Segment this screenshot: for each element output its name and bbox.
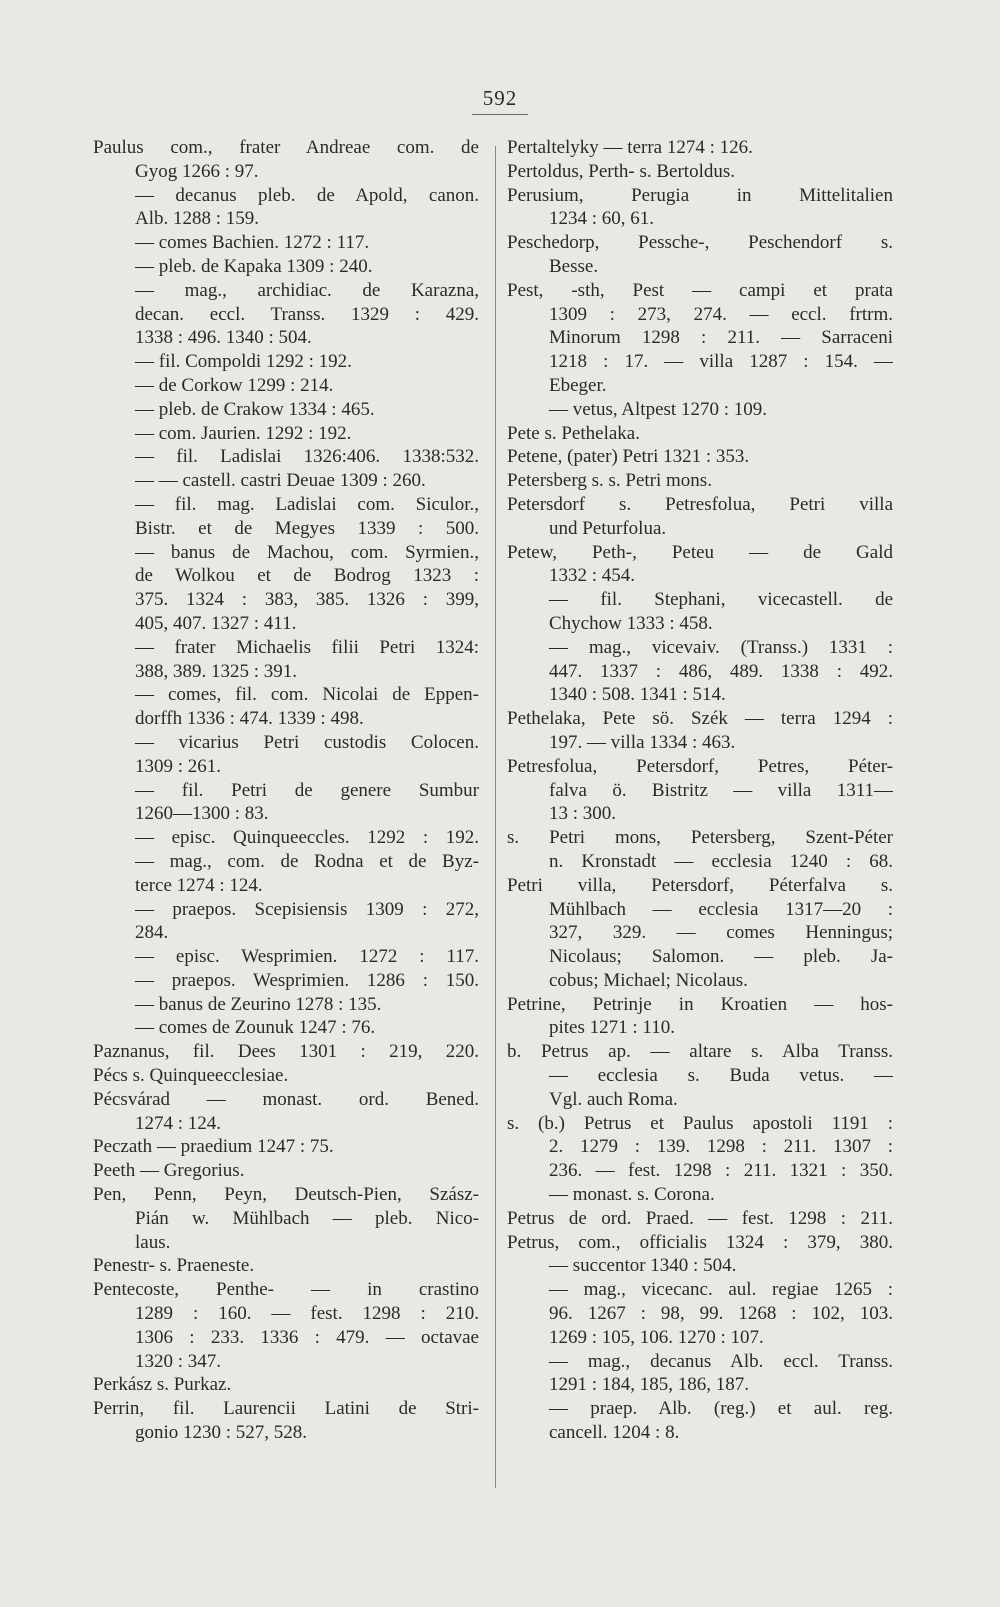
index-line: cancell. 1204 : 8. [549,1422,680,1444]
index-line: — episc. Wesprimien. 1272 : 117. [135,946,479,968]
index-line: Bistr. et de Megyes 1339 : 500. [135,517,479,539]
index-line: 388, 389. 1325 : 391. [135,660,298,682]
index-line: Pécs s. Quinqueecclesiae. [93,1065,289,1087]
index-line: 1218 : 17. — villa 1287 : 154. — [549,351,893,373]
index-line: Petrine, Petrinje in Kroatien — hos- [507,993,893,1015]
index-line: Pécsvárad — monast. ord. Bened. [93,1088,479,1110]
index-line: — vetus, Altpest 1270 : 109. [549,398,767,420]
index-line: b. Petrus ap. — altare s. Alba Transs. [507,1041,893,1063]
index-line: — frater Michaelis filii Petri 1324: [135,636,479,658]
index-line: — succentor 1340 : 504. [549,1255,737,1277]
index-line: decan. eccl. Transs. 1329 : 429. [135,303,479,325]
index-line: gonio 1230 : 527, 528. [135,1422,308,1444]
index-line: Peeth — Gregorius. [93,1160,245,1182]
index-line: Pertaltelyky — terra 1274 : 126. [507,137,753,158]
index-line: Peczath — praedium 1247 : 75. [93,1136,334,1158]
index-line: — praepos. Wesprimien. 1286 : 150. [135,969,479,991]
index-line: pites 1271 : 110. [549,1017,675,1039]
index-line: Perrin, fil. Laurencii Latini de Stri- [93,1398,479,1420]
index-line: Pest, -sth, Pest — campi et prata [507,279,893,301]
index-line: Pentecoste, Penthe- — in crastino [93,1279,479,1301]
index-line: — comes Bachien. 1272 : 117. [135,232,370,254]
index-line: — banus de Zeurino 1278 : 135. [135,993,382,1015]
index-line: — fil. Stephani, vicecastell. de [549,589,893,611]
index-line: 197. — villa 1334 : 463. [549,731,736,753]
column-divider [495,146,496,1488]
index-line: — banus de Machou, com. Syrmien., [135,541,479,563]
index-line: — fil. Petri de genere Sumbur [135,779,479,801]
index-line: s. Petri mons, Petersberg, Szent-Péter [507,827,893,849]
index-line: 447. 1337 : 486, 489. 1338 : 492. [549,660,893,682]
index-line: — mag., com. de Rodna et de Byz- [135,850,479,872]
index-line: de Wolkou et de Bodrog 1323 : [135,565,479,587]
index-line: — vicarius Petri custodis Colocen. [135,731,479,753]
index-line: Petrus, com., officialis 1324 : 379, 380. [507,1231,893,1253]
index-line: 1338 : 496. 1340 : 504. [135,327,312,349]
index-line: — comes de Zounuk 1247 : 76. [135,1017,376,1039]
index-line: s. (b.) Petrus et Paulus apostoli 1191 : [507,1112,893,1134]
index-line: — fil. mag. Ladislai com. Siculor., [135,493,479,515]
index-line: Besse. [549,255,599,277]
index-line: Paznanus, fil. Dees 1301 : 219, 220. [93,1041,479,1063]
index-line: — mag., vicevaiv. (Transs.) 1331 : [549,636,893,658]
index-line: — comes, fil. com. Nicolai de Eppen- [135,684,479,706]
index-line: 1309 : 261. [135,755,222,777]
index-line: Alb. 1288 : 159. [135,208,260,230]
index-line: dorffh 1336 : 474. 1339 : 498. [135,708,364,730]
index-line: und Peturfolua. [549,517,667,539]
index-line: — pleb. de Crakow 1334 : 465. [135,398,375,420]
index-line: — de Corkow 1299 : 214. [135,374,334,396]
index-line: — mag., decanus Alb. eccl. Transs. [549,1350,893,1372]
index-line: — praepos. Scepisiensis 1309 : 272, [135,898,479,920]
index-line: Perkász s. Purkaz. [93,1374,232,1396]
index-line: n. Kronstadt — ecclesia 1240 : 68. [549,850,893,872]
index-line: 1234 : 60, 61. [549,208,655,230]
index-line: Petersberg s. s. Petri mons. [507,470,712,492]
index-line: — mag., vicecanc. aul. regiae 1265 : [549,1279,893,1301]
index-line: 1320 : 347. [135,1350,222,1372]
index-line: — pleb. de Kapaka 1309 : 240. [135,255,373,277]
index-line: Petrus de ord. Praed. — fest. 1298 : 211. [507,1207,893,1229]
index-line: Vgl. auch Roma. [549,1088,678,1110]
index-line: — mag., archidiac. de Karazna, [135,279,479,301]
index-line: — fil. Ladislai 1326:406. 1338:532. [135,446,479,468]
index-line: falva ö. Bistritz — villa 1311— [549,779,893,801]
index-line: 1291 : 184, 185, 186, 187. [549,1374,750,1396]
index-line: Petri villa, Petersdorf, Péterfalva s. [507,874,893,896]
index-line: 1274 : 124. [135,1112,222,1134]
index-line: Mühlbach — ecclesia 1317—20 : [549,898,893,920]
index-line: cobus; Michael; Nicolaus. [549,969,748,991]
left-column [93,136,479,1445]
index-line: — monast. s. Corona. [549,1184,715,1206]
index-line: 1289 : 160. — fest. 1298 : 210. [135,1303,479,1325]
index-line: Perusium, Perugia in Mittelitalien [507,184,893,206]
index-line: Nicolaus; Salomon. — pleb. Ja- [549,946,893,968]
index-line: — — castell. castri Deuae 1309 : 260. [135,470,426,492]
index-line: Ebeger. [549,374,607,396]
index-line: Paulus com., frater Andreae com. de [93,137,479,158]
index-line: Penestr- s. Praeneste. [93,1255,255,1277]
page-number: 592 [472,86,528,115]
index-line: Gyog 1266 : 97. [135,160,259,182]
index-line: terce 1274 : 124. [135,874,263,896]
index-line: 1332 : 454. [549,565,636,587]
index-line: 1269 : 105, 106. 1270 : 107. [549,1326,764,1348]
index-line: Petresfolua, Petersdorf, Petres, Péter- [507,755,893,777]
index-line: laus. [135,1231,171,1253]
index-line: — ecclesia s. Buda vetus. — [549,1065,893,1087]
index-line: Pián w. Mühlbach — pleb. Nico- [135,1207,479,1229]
index-line: 1260—1300 : 83. [135,803,269,825]
index-line: — com. Jaurien. 1292 : 192. [135,422,352,444]
index-line: — fil. Compoldi 1292 : 192. [135,351,352,373]
index-line: Chychow 1333 : 458. [549,612,713,634]
index-line: 2. 1279 : 139. 1298 : 211. 1307 : [549,1136,893,1158]
index-line: Pen, Penn, Peyn, Deutsch-Pien, Szász- [93,1184,479,1206]
index-line: Peschedorp, Pessche-, Peschendorf s. [507,232,893,254]
index-line: Petew, Peth-, Peteu — de Gald [507,541,893,563]
index-line: 284. [135,922,169,944]
index-line: 327, 329. — comes Henningus; [549,922,893,944]
right-column [507,136,893,1445]
index-line: 375. 1324 : 383, 385. 1326 : 399, [135,589,479,611]
index-line: 1309 : 273, 274. — eccl. frtrm. [549,303,893,325]
index-line: Minorum 1298 : 211. — Sarraceni [549,327,893,349]
index-line: Pethelaka, Pete sö. Szék — terra 1294 : [507,708,893,730]
index-line: — decanus pleb. de Apold, canon. [135,184,479,206]
index-line: 405, 407. 1327 : 411. [135,612,297,634]
index-line: 96. 1267 : 98, 99. 1268 : 102, 103. [549,1303,893,1325]
index-line: — episc. Quinqueeccles. 1292 : 192. [135,827,479,849]
index-line: 1340 : 508. 1341 : 514. [549,684,726,706]
index-line: Petene, (pater) Petri 1321 : 353. [507,446,750,468]
index-line: Pete s. Pethelaka. [507,422,640,444]
index-line: 13 : 300. [549,803,617,825]
index-line: 236. — fest. 1298 : 211. 1321 : 350. [549,1160,893,1182]
index-line: 1306 : 233. 1336 : 479. — octavae [135,1326,479,1348]
index-line: — praep. Alb. (reg.) et aul. reg. [549,1398,893,1420]
index-line: Pertoldus, Perth- s. Bertoldus. [507,160,735,182]
index-line: Petersdorf s. Petresfolua, Petri villa [507,493,893,515]
